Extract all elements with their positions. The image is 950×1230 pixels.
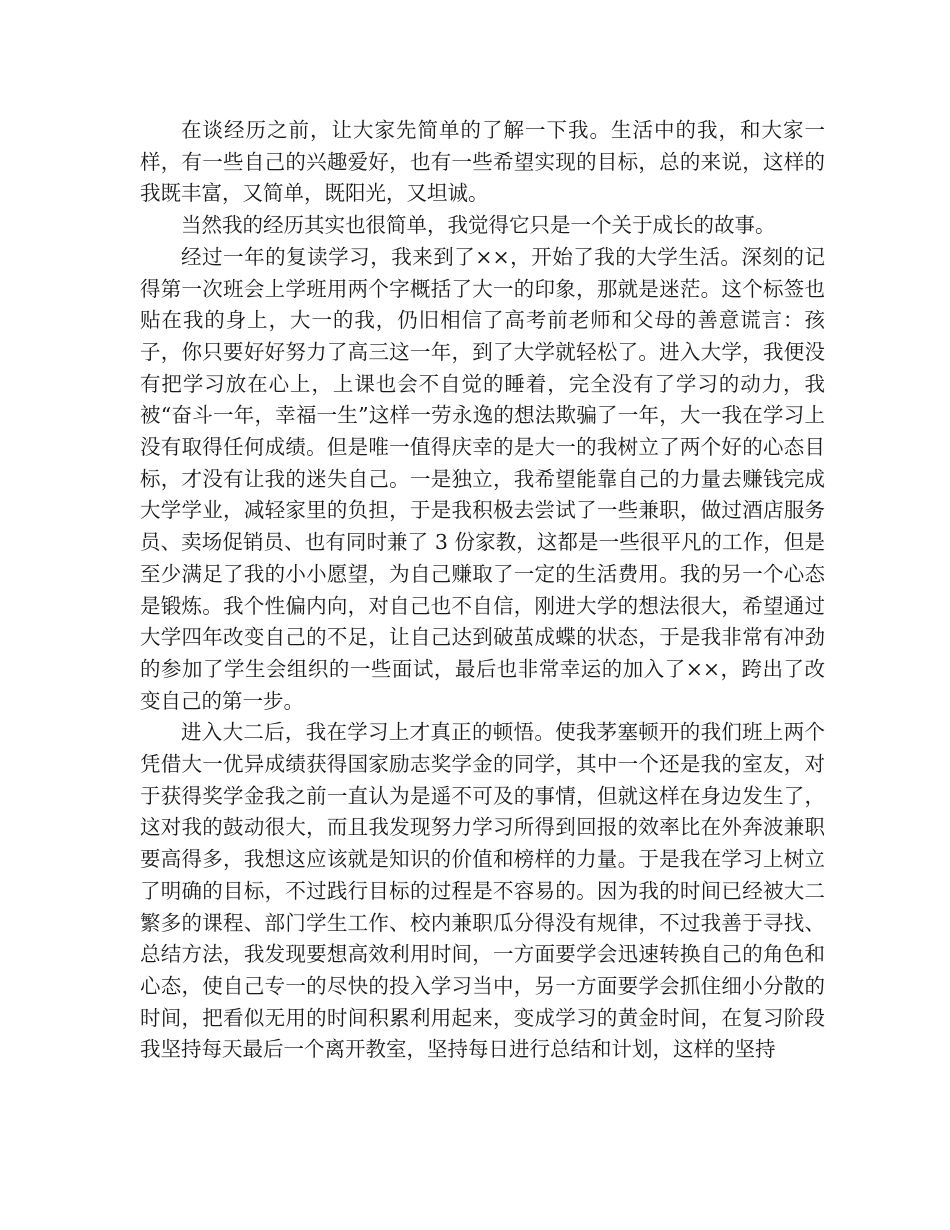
document-body — [140, 115, 825, 1066]
paragraph-2: 当然我的经历其实也很简单，我觉得它只是一个关于成长的故事。 — [181, 213, 776, 238]
paragraph-3: 经过一年的复读学习，我来到了××，开始了我的大学生活。深刻的记得第一次班会上学班用两个字概括了大一的印象，那就是迷茫。这个标签也贴在我的身上，大一的我，仍旧相信了高考前老师和父母的善意谎言：孩子，你只要好好努力了高三这一年，到了大学就轻松了。进入大学，我便没有把学习放在心上，上课也会不自觉的睡着，完全没有了学习的动力，我被“奋斗一年，幸福一生”这样一劳永逸的想法欺骗了一年，大一我在学习上没有取得任何成绩。但是唯一值得庆幸的是大一的我树立了两个好的心态目标，才没有让我的迷失自己。一是独立，我希望能靠自己的力量去赚钱完成大学学业，减轻家里的负担，于是我积极去尝试了一些兼职，做过酒店服务员、卖场促销员、也有同时兼了 3 份家教，这都是一些很平凡的工作，但是至少满足了我的小小愿望，为自己赚取了一定的生活费用。我的另一个心态是锻炼。我个性偏内向，对自己也不自信，刚进大学的想法很大，希望通过大学四年改变自己的不足，让自己达到破茧成蝶的状态，于是我非常有冲劲的参加了学生会组织的一些面试，最后也非常幸运的加入了××，跨出了改变自己的第一步。 — [140, 244, 825, 713]
paragraph-4: 进入大二后，我在学习上才真正的顿悟。使我茅塞顿开的我们班上两个凭借大一优异成绩获得国家励志奖学金的同学，其中一个还是我的室友，对于获得奖学金我之前一直认为是遥不可及的事情，但就这样在身边发生了，这对我的鼓动很大，而且我发现努力学习所得到回报的效率比在外奔波兼职要高得多，我想这应该就是知识的价值和榜样的力量。于是我在学习上树立了明确的目标，不过践行目标的过程是不容易的。因为我的时间已经被大二繁多的课程、部门学生工作、校内兼职瓜分得没有规律，不过我善于寻找、总结方法，我发现要想高效利用时间，一方面要学会迅速转换自己的角色和心态，使自己专一的尽快的投入学习当中，另一方面要学会抓住细小分散的时间，把看似无用的时间积累利用起来，变成学习的黄金时间，在复习阶段我坚持每天最后一个离开教室，坚持每日进行总结和计划，这样的坚持 — [140, 720, 825, 1062]
paragraph-1: 在谈经历之前，让大家先简单的了解一下我。生活中的我，和大家一样，有一些自己的兴趣爱好，也有一些希望实现的目标，总的来说，这样的我既丰富，又简单，既阳光，又坦诚。 — [140, 118, 825, 206]
